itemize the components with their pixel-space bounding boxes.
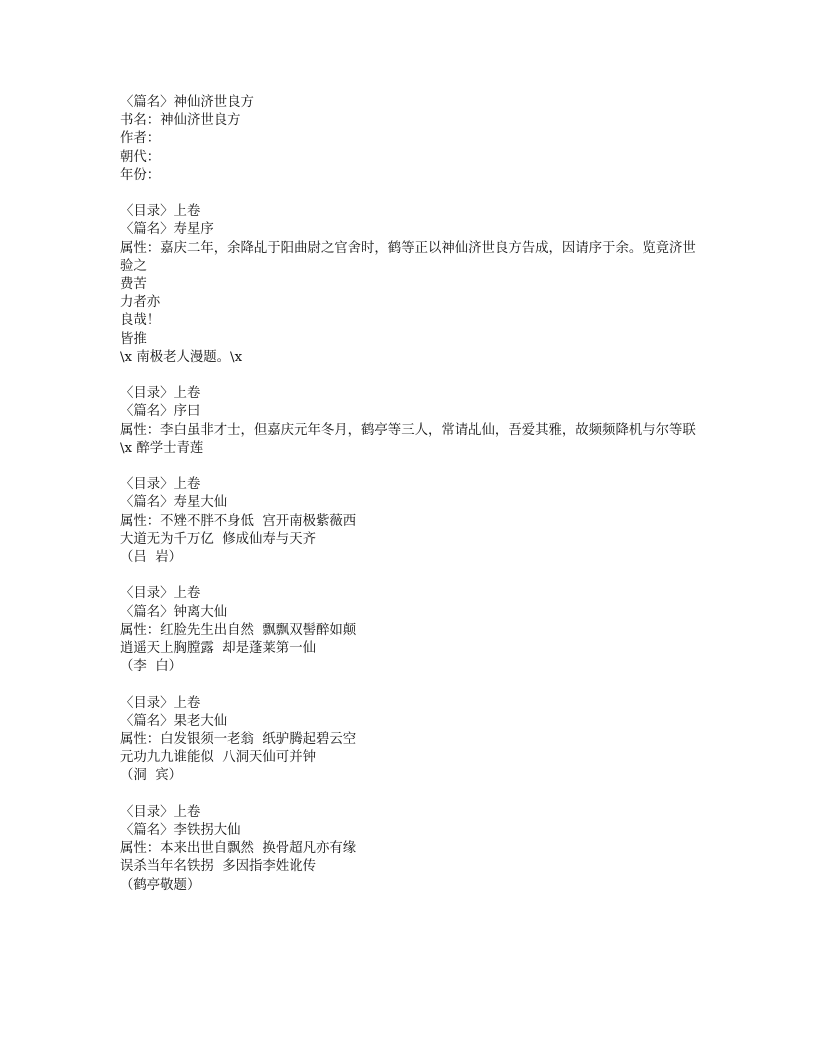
section-litieguai-daxian (120, 804, 700, 895)
section-shouxing-daxian (120, 476, 700, 567)
blank-line (120, 367, 700, 385)
text-line: 皆推 (120, 331, 147, 347)
section-zhongli-daxian (120, 585, 700, 676)
attribute-line: 属性：红脸先生出自然 飘飘双髻醉如颠 (120, 622, 357, 638)
document-header (120, 94, 700, 185)
attribution-line: （吕 岩） (120, 550, 183, 566)
text-line: 费苦 (120, 277, 147, 293)
attribution-line: （鹤亭敬题） (120, 877, 201, 893)
blank-line (120, 786, 700, 804)
catalog-line: 〈目录〉上卷 (120, 386, 201, 402)
chapter-title-line: 〈篇名〉序曰 (120, 404, 201, 420)
chapter-title-line: 〈篇名〉李铁拐大仙 (120, 823, 241, 839)
attribute-line: 属性：白发银须一老翁 纸驴腾起碧云空 (120, 732, 357, 748)
verse-line: 元功九九谁能似 八洞天仙可并钟 (120, 750, 316, 766)
attribute-line: 属性：本来出世自飘然 换骨超凡亦有缘 (120, 841, 357, 857)
text-line: 力者亦 (120, 295, 161, 311)
catalog-line: 〈目录〉上卷 (120, 586, 201, 602)
attribution-line: （李 白） (120, 659, 183, 675)
chapter-title-line: 〈篇名〉寿星序 (120, 222, 214, 238)
blank-line (120, 676, 700, 694)
section-shouxing-xu (120, 203, 700, 367)
catalog-line: 〈目录〉上卷 (120, 477, 201, 493)
chapter-title-line: 〈篇名〉果老大仙 (120, 713, 228, 729)
section-guolao-daxian (120, 695, 700, 786)
verse-line: 逍遥天上胸膛露 却是蓬莱第一仙 (120, 641, 316, 657)
catalog-line: 〈目录〉上卷 (120, 695, 201, 711)
signature-line: \x 醉学士青莲 (120, 440, 204, 456)
chapter-title-line: 〈篇名〉寿星大仙 (120, 495, 228, 511)
blank-line (120, 458, 700, 476)
attribute-line: 属性：不矬不胖不身低 宫开南极紫薇西 (120, 513, 357, 529)
attribute-line: 属性：李白虽非才士，但嘉庆元年冬月，鹤亭等三人，常请乩仙，吾爱其雅，故频频降机与尔等联 (120, 422, 696, 438)
attribution-line: （洞 宾） (120, 768, 183, 784)
book-name-line: 书名：神仙济世良方 (120, 113, 241, 129)
signature-line: \x 南极老人漫题。\x (120, 349, 243, 365)
verse-line: 大道无为千万亿 修成仙寿与天齐 (120, 531, 316, 547)
document-page (120, 94, 700, 895)
year-line: 年份： (120, 167, 161, 183)
blank-line (120, 567, 700, 585)
attribute-line: 属性：嘉庆二年，余降乩于阳曲尉之官舍时，鹤等正以神仙济世良方告成，因请序于余。览竟济世 (120, 240, 696, 256)
verse-line: 误杀当年名铁拐 多因指李姓讹传 (120, 859, 316, 875)
text-line: 良哉！ (120, 313, 161, 329)
catalog-line: 〈目录〉上卷 (120, 804, 201, 820)
chapter-title-line: 〈篇名〉钟离大仙 (120, 604, 228, 620)
author-line: 作者： (120, 131, 161, 147)
catalog-line: 〈目录〉上卷 (120, 204, 201, 220)
dynasty-line: 朝代： (120, 149, 161, 165)
title-line: 〈篇名〉神仙济世良方 (120, 95, 254, 110)
section-xu-yue (120, 385, 700, 458)
blank-line (120, 185, 700, 203)
text-line: 验之 (120, 258, 147, 274)
